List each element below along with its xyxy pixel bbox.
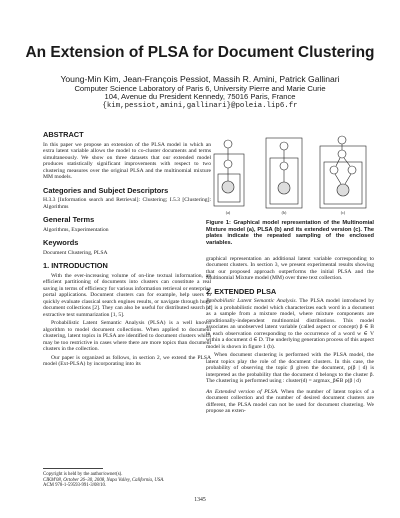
figure-1-caption: Figure 1: Graphical model representation of the Multinomial Mixture model (a), PLSA (b) and its extended version (c). The plates indicate the repeated sampling of the enclosed variables. <box>206 220 374 247</box>
node-d-b <box>280 142 288 150</box>
figure-1-graphical-models <box>206 132 374 216</box>
abstract-heading: ABSTRACT <box>43 130 84 139</box>
general-terms-text: Algorithms, Experimentation <box>43 226 109 233</box>
intro-paragraph-1: With the ever-increasing volume of on-line textual information, an efficient partitioning of documents into clusters can constitute a real saving in terms of efficiency for various information retrieval or enterprise portal applications. Document clusters can for example, help users to quickly evaluate classical search engines results, or navigate through huge document collections [2]. They can also be useful for distributed search or extractive text summarization [1, 5]. <box>43 272 211 318</box>
introduction-heading: 1. INTRODUCTION <box>43 261 108 270</box>
plate-inner-c <box>324 162 362 204</box>
plate-outer-c <box>320 146 366 208</box>
footnote-rule <box>43 468 103 469</box>
abstract-text: In this paper we propose an extension of the PLSA model in which an extra latent variable allows the model to co-cluster documents and terms simultaneously. We show on three datasets that our extended model produces statistically significant improvements with respect to two clustering measures over the original PLSA and the multinomial mixture MM models. <box>43 141 211 180</box>
panel-label-c: (c) <box>340 210 346 215</box>
plsa-paragraph-1: The PLSA model introduced by [4] is a probabilistic model which characterizes each word in a document as a sample from a mixture model, where mixture components are conditionally-independent multinomial distributions. This model associates an unobserved latent variable (called aspect or concept) β ∈ B to each observation corresponding to the occurrence of a word w ∈ V within a document d ∈ D. The underlying generation process of this aspect model is shown in figure 1 (b). <box>206 298 374 350</box>
categories-text: H.3.3 [Information search and Retrieval]: Clustering; I.5.3 [Clustering]: Algorithms <box>43 197 211 210</box>
node-w-b <box>278 182 290 194</box>
paper-title: An Extension of PLSA for Document Clustering <box>25 44 375 61</box>
general-terms-heading: General Terms <box>43 215 95 224</box>
node-d-c <box>338 150 346 158</box>
right-column <box>206 132 374 417</box>
author-block <box>0 75 400 110</box>
graphical-model-diagram <box>206 132 374 216</box>
node-alpha-a <box>224 140 232 148</box>
affiliation-line-2: 104, Avenue du President Kennedy, 75016 Paris, France <box>104 92 296 102</box>
keywords-heading: Keywords <box>43 238 79 247</box>
right-intro-continuation: graphical representation an additional latent variable corresponding to document clusters. In section 3, we present experimental results showing that our proposed approach outperforms the initial PLSA and the Multinomial Mixture model (MM) over three text collection. <box>206 255 374 282</box>
page-number: 1345 <box>194 497 206 503</box>
node-z-c <box>348 166 356 174</box>
footnote-line-3: ACM 978-1-59593-991-3/08/10. <box>43 483 107 489</box>
intro-paragraph-2: Probabilistic Latent Semantic Analysis (PLSA) is a well known algorithm to model document collections. When applied to document clustering, latent topics in PLSA are identified to document clusters which may be too restrictive in cases where there are more topics than document clusters in the collection. <box>43 320 211 352</box>
left-column <box>43 132 211 370</box>
panel-label-b: (b) <box>281 210 287 215</box>
footnote-line-2: CIKM'08, October 26–30, 2008, Napa Valley, California, USA. <box>43 477 165 483</box>
footnote-line-1: Copyright is held by the author/owner(s). <box>43 472 123 477</box>
keywords-text: Document Clustering, PLSA <box>43 249 108 256</box>
node-w-a <box>222 181 234 193</box>
subheading-extended: An Extended version of PLSA. <box>206 388 279 395</box>
node-w-c <box>337 184 349 196</box>
affiliation-line-1: Computer Science Laboratory of Paris 6, University Pierre and Marie Curie <box>74 83 326 93</box>
intro-paragraph-3: Our paper is organized as follows, in section 2, we extend the PLSA model (Ext-PLSA) by incorporating into its <box>43 354 211 367</box>
subheading-plsa: Probabilistic Latent Semantic Analysis. <box>206 298 297 305</box>
node-alpha-c <box>338 136 346 144</box>
plsa-paragraph-2: When document clustering is performed with the PLSA model, the latent topics play the role of the document clusters. In this case, the probability of observing the topic β given the document, p(β | d) is interpreted as the probability that the document d belongs to the cluster β. The clustering is performed using : cluster(d) = argmax_β∈B p(β | d) <box>206 352 374 385</box>
node-z-a <box>224 160 232 168</box>
extended-paragraph-1: When the number of latent topics of a document collection and the number of desired document clusters are different, the PLSA model can not be used for document clustering. We propose an exten- <box>206 388 375 415</box>
plate-outer-a <box>214 154 244 206</box>
node-beta-c <box>330 166 338 174</box>
extended-plsa-heading: 2. EXTENDED PLSA <box>206 286 277 296</box>
panel-label-a: (a) <box>225 210 231 215</box>
categories-heading: Categories and Subject Descriptors <box>43 185 169 195</box>
author-emails: {kim,pessiot,amini,gallinari}@poleia.lip6.fr <box>102 101 298 110</box>
author-names: Young-Min Kim, Jean-François Pessiot, Massih R. Amini, Patrick Gallinari <box>60 74 340 84</box>
node-beta-b <box>280 162 288 170</box>
copyright-footnote <box>43 468 211 489</box>
